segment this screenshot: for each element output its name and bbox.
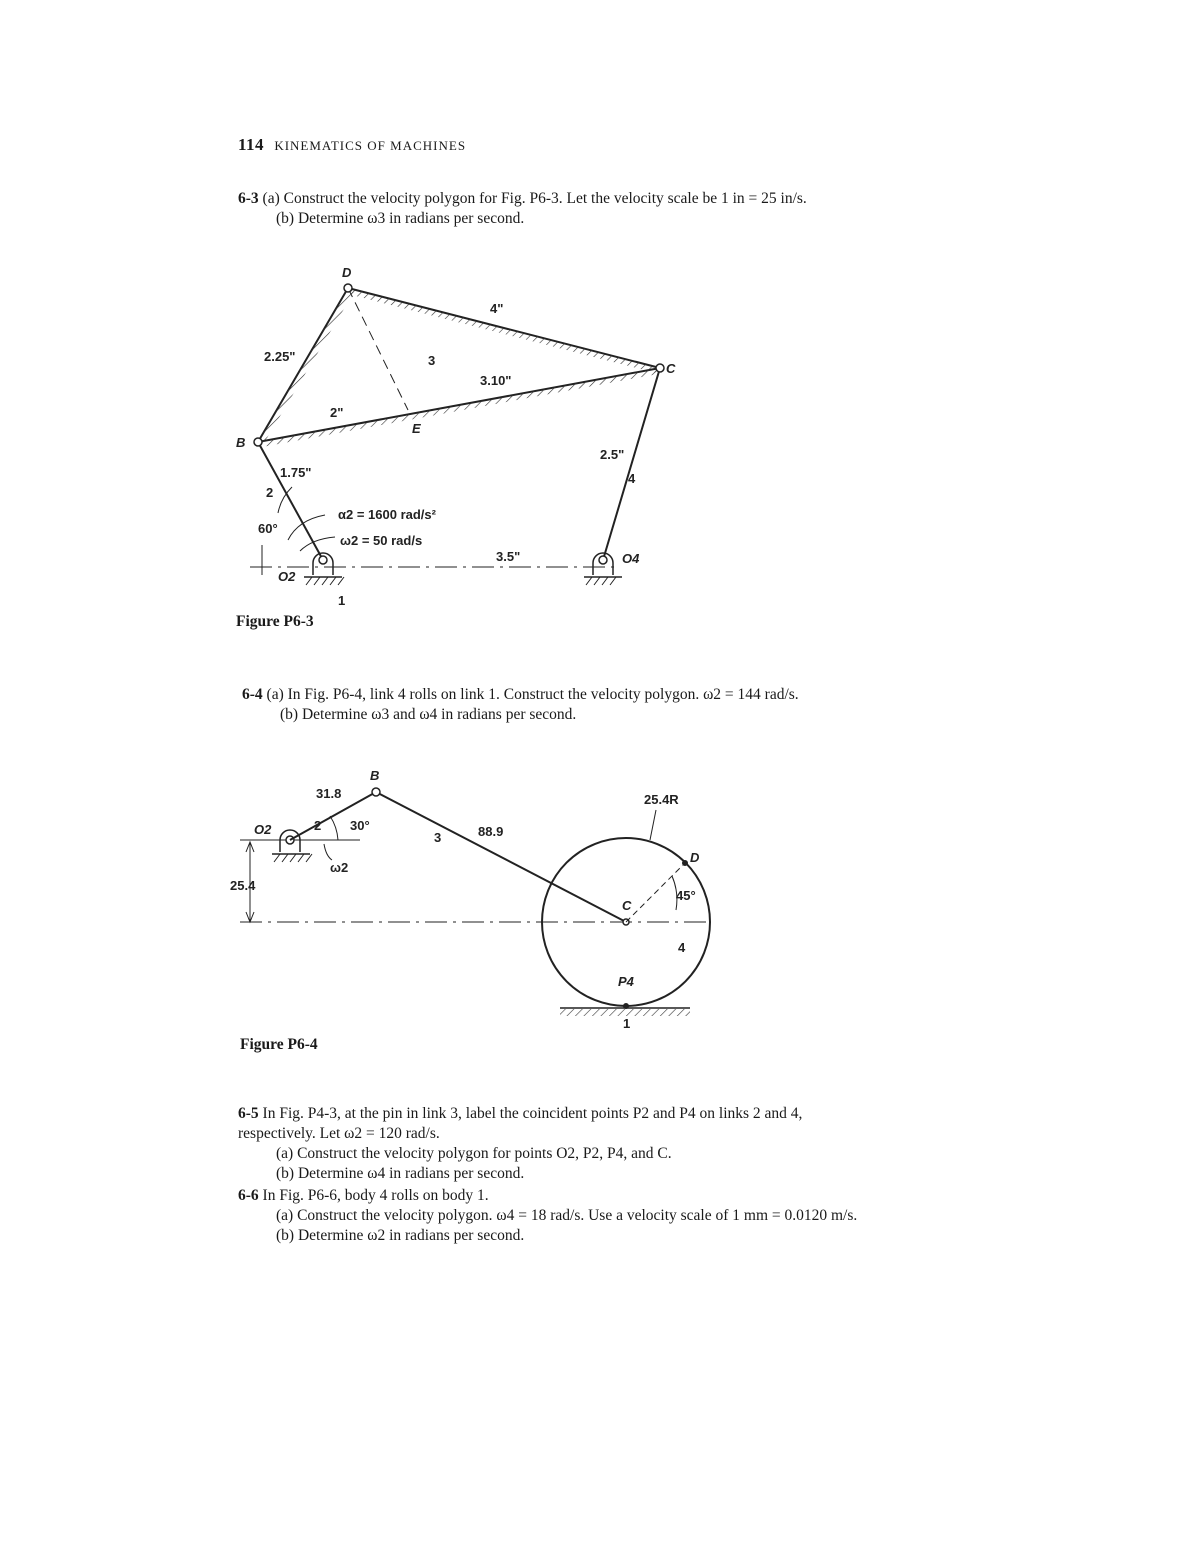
problem-6-5 (238, 1104, 968, 1184)
pin-b (254, 438, 262, 446)
dim-o2b: 31.8 (316, 786, 342, 801)
pin-d (344, 284, 352, 292)
label-link-3: 3 (434, 830, 442, 845)
alpha-arrow (288, 515, 325, 540)
label-d: D (342, 265, 352, 280)
problem-number: 6-5 (238, 1105, 259, 1122)
label-p4: P4 (618, 974, 634, 989)
label-link-2: 2 (314, 818, 322, 833)
dim-offset: 25.4 (230, 878, 256, 893)
ground-support-o2 (304, 553, 344, 585)
dim-o2b: 1.75" (280, 465, 312, 480)
problem-6-6 (238, 1186, 968, 1246)
dim-o2o4: 3.5" (496, 549, 521, 564)
page-number: 114 (238, 135, 265, 154)
problem-part-b: (b) Determine ω4 in radians per second. (276, 1165, 525, 1182)
label-b: B (370, 768, 380, 783)
pin-b (372, 788, 380, 796)
label-c: C (666, 361, 676, 376)
radius-leader (650, 810, 656, 840)
point-d (682, 860, 688, 866)
figure-p6-3 (220, 255, 700, 615)
dim-dc: 4" (490, 301, 504, 316)
label-link-1: 1 (623, 1016, 631, 1031)
problem-6-4 (242, 685, 942, 725)
label-omega2: ω2 (330, 860, 349, 875)
label-radius: 25.4R (644, 792, 679, 807)
ground-hatch-1 (560, 1009, 690, 1016)
ground-support-o2 (272, 830, 312, 862)
link-4 (603, 368, 660, 560)
figure-caption-p6-3: Figure P6-3 (236, 613, 314, 630)
problem-number: 6-6 (238, 1187, 259, 1204)
figure-caption-p6-4: Figure P6-4 (240, 1036, 318, 1053)
problem-part-b: (b) Determine ω3 and ω4 in radians per second. (280, 706, 577, 723)
label-link-4: 4 (628, 471, 636, 486)
dim-ec: 3.10" (480, 373, 512, 388)
angle-arc-30 (330, 816, 338, 840)
label-c: C (622, 898, 632, 913)
label-link-1: 1 (338, 593, 346, 608)
label-o2: O2 (254, 822, 272, 837)
running-title: KINEMATICS OF MACHINES (274, 138, 467, 153)
label-o2: O2 (278, 569, 296, 584)
problem-number: 6-3 (238, 190, 259, 207)
dim-o4c: 2.5" (600, 447, 625, 462)
problem-text: In Fig. P6-6, body 4 rolls on body 1. (262, 1187, 489, 1204)
problem-part-b: (b) Determine ω2 in radians per second. (276, 1227, 525, 1244)
label-e: E (412, 421, 421, 436)
problem-part-a: (a) In Fig. P6-4, link 4 rolls on link 1. Construct the velocity polygon. ω2 = 144 rad/s. (266, 686, 799, 703)
omega-arc (324, 844, 332, 860)
label-link-4: 4 (678, 940, 686, 955)
pin-c (656, 364, 664, 372)
label-angle-30: 30° (350, 818, 370, 833)
label-omega2: ω2 = 50 rad/s (340, 533, 423, 548)
dim-bd: 2.25" (264, 349, 296, 364)
dim-be: 2" (330, 405, 344, 420)
label-b: B (236, 435, 246, 450)
problem-part-a: (a) Construct the velocity polygon for Fig. P6-3. Let the velocity scale be 1 in = 25 in/s. (262, 190, 807, 207)
label-d: D (690, 850, 700, 865)
figure-p6-4 (220, 760, 720, 1040)
label-angle-60: 60° (258, 521, 278, 536)
ground-support-o4 (584, 553, 622, 585)
link-3 (376, 792, 626, 922)
label-link-3: 3 (428, 353, 436, 368)
label-alpha2: α2 = 1600 rad/s² (338, 507, 436, 522)
problem-part-b: (b) Determine ω3 in radians per second. (276, 210, 525, 227)
label-angle-45: 45° (676, 888, 696, 903)
problem-part-a: (a) Construct the velocity polygon. ω4 = 18 rad/s. Use a velocity scale of 1 mm = 0.0120 m/s. (276, 1207, 858, 1224)
page-header (238, 135, 466, 155)
problem-text-line-2: respectively. Let ω2 = 120 rad/s. (238, 1125, 440, 1142)
problem-part-a: (a) Construct the velocity polygon for points O2, P2, P4, and C. (276, 1145, 672, 1162)
link-3-triangle (258, 288, 660, 447)
problem-number: 6-4 (242, 686, 263, 703)
dim-bc: 88.9 (478, 824, 504, 839)
problem-6-3 (238, 189, 958, 229)
problem-text-line-1: In Fig. P4-3, at the pin in link 3, label the coincident points P2 and P4 on links 2 and 4, (262, 1105, 803, 1122)
label-link-2: 2 (266, 485, 274, 500)
label-o4: O4 (622, 551, 640, 566)
